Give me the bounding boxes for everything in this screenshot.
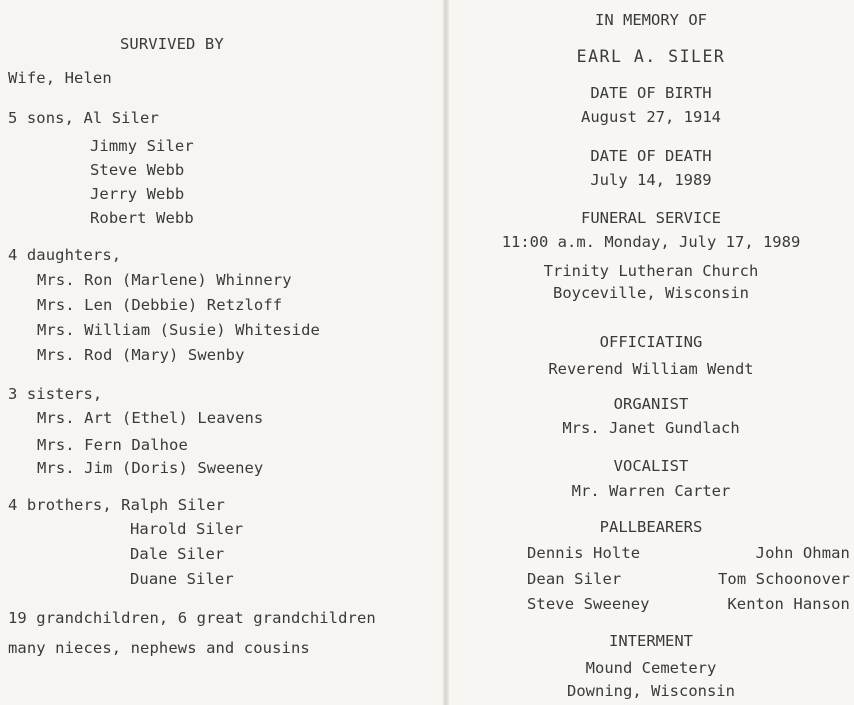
brothers-label: 4 brothers, Ralph Siler — [8, 496, 225, 514]
pallbearer-name: Dennis Holte — [527, 544, 641, 562]
pallbearer-name: Steve Sweeney — [527, 595, 650, 613]
sons-label: 5 sons, Al Siler — [8, 109, 159, 127]
sister-item: Mrs. Fern Dalhoe — [37, 436, 188, 454]
relatives-line: many nieces, nephews and cousins — [8, 639, 310, 657]
organist-label: ORGANIST — [613, 395, 689, 413]
brother-item: Harold Siler — [130, 520, 244, 538]
service-time: 11:00 a.m. Monday, July 17, 1989 — [501, 233, 801, 251]
sisters-label: 3 sisters, — [8, 385, 103, 403]
church-name: Trinity Lutheran Church — [543, 262, 759, 280]
grandchildren-line: 19 grandchildren, 6 great grandchildren — [8, 609, 376, 627]
organist-name: Mrs. Janet Gundlach — [562, 419, 740, 437]
brother-item: Dale Siler — [130, 545, 225, 563]
pallbearer-name: John Ohman — [755, 544, 850, 562]
daughter-item: Mrs. Ron (Marlene) Whinnery — [37, 271, 292, 289]
son-item: Jimmy Siler — [90, 137, 194, 155]
wife-line: Wife, Helen — [8, 69, 112, 87]
son-item: Jerry Webb — [90, 185, 185, 203]
death-label: DATE OF DEATH — [590, 147, 712, 165]
pallbearer-name: Tom Schoonover — [717, 570, 850, 588]
survived-by-heading: SURVIVED BY — [120, 35, 224, 53]
son-item: Steve Webb — [90, 161, 185, 179]
sister-item: Mrs. Art (Ethel) Leavens — [37, 409, 264, 427]
sister-item: Mrs. Jim (Doris) Sweeney — [37, 459, 264, 477]
daughter-item: Mrs. William (Susie) Whiteside — [37, 321, 320, 339]
memory-heading: IN MEMORY OF — [595, 11, 707, 29]
daughter-item: Mrs. Len (Debbie) Retzloff — [37, 296, 283, 314]
page-fold — [443, 0, 449, 705]
death-date: July 14, 1989 — [590, 171, 712, 189]
pallbearer-name: Kenton Hanson — [727, 595, 850, 613]
daughters-label: 4 daughters, — [8, 246, 122, 264]
cemetery-location: Downing, Wisconsin — [567, 682, 735, 700]
deceased-name: EARL A. SILER — [576, 47, 726, 66]
cemetery-name: Mound Cemetery — [585, 659, 717, 677]
service-label: FUNERAL SERVICE — [581, 209, 721, 227]
son-item: Robert Webb — [90, 209, 194, 227]
interment-label: INTERMENT — [609, 632, 693, 650]
vocalist-label: VOCALIST — [613, 457, 689, 475]
birth-label: DATE OF BIRTH — [590, 84, 712, 102]
brother-item: Duane Siler — [130, 570, 234, 588]
officiant-name: Reverend William Wendt — [548, 360, 754, 378]
officiating-label: OFFICIATING — [599, 333, 703, 351]
pallbearer-name: Dean Siler — [527, 570, 622, 588]
pallbearers-label: PALLBEARERS — [599, 518, 703, 536]
church-location: Boyceville, Wisconsin — [553, 284, 749, 302]
vocalist-name: Mr. Warren Carter — [571, 482, 731, 500]
daughter-item: Mrs. Rod (Mary) Swenby — [37, 346, 245, 364]
birth-date: August 27, 1914 — [581, 108, 721, 126]
